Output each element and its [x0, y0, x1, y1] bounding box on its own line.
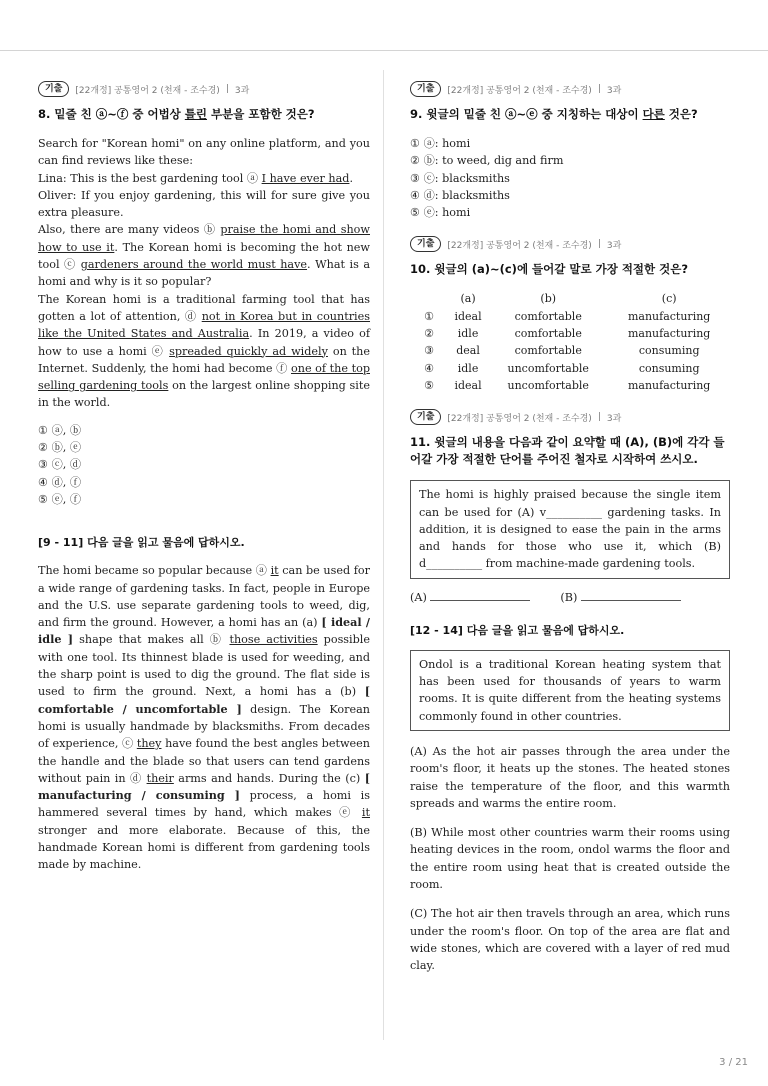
sep: | [597, 412, 601, 423]
passage-homi: The Korean homi is a traditional farming tool that has gotten a lot of attention, ⓓ not in Korea but in countries like the United States and Australia. In 2019, a video of how to use a homi ⓔ spreaded quickly ad widely on the Internet. Suddenly, the homi had become ⓕ one of the top selling gardening tools on the largest online shopping site in the world. [38, 292, 371, 410]
options-list [410, 135, 730, 221]
question-9 [410, 80, 730, 221]
passage-b: (B) While most other countries warm their rooms using heating devices in the room, ondol warms the floor and the entire room using heat that is created outside the room. [410, 826, 730, 892]
answer-a[interactable]: (A) [410, 589, 530, 604]
option-1[interactable]: ① ⓐ, ⓑ [38, 423, 82, 437]
lesson-label: 3과 [606, 413, 622, 424]
question-tag [410, 80, 730, 98]
source-label: [22개정] 공통영어 2 (천재 - 조수경) [447, 413, 592, 424]
question-11 [410, 408, 730, 603]
table-header [410, 290, 730, 307]
option-3[interactable]: ③ ⓒ: blacksmiths [410, 171, 510, 185]
sep: | [597, 84, 601, 94]
source-label: [22개정] 공통영어 2 (천재 - 조수경) [447, 240, 592, 251]
passage-videos: Also, there are many videos ⓑ praise the homi and show how to use it. The Korean homi is becoming the hot new tool ⓒ gardeners around the world must have. What is a homi and why is it so popular? [38, 223, 371, 289]
options-list [38, 422, 370, 508]
question-tag [410, 235, 730, 253]
badge-gichul: 기출 [410, 81, 441, 97]
question-title: 11. 윗글의 내용을 다음과 같이 요약할 때 (A), (B)에 각각 들어갈 가장 적절한 단어를 주어진 철자로 시작하여 쓰시오. [410, 435, 725, 467]
option-5[interactable]: ⑤ ⓔ, ⓕ [38, 492, 82, 506]
summary-box: The homi is highly praised because the single item can be used for (A) v__________ gardening tasks. In addition, it is designed to ease the pain in the arms and hands for those who use it, which (B) d__________ from machine-made gardening tools. [410, 480, 730, 578]
question-8 [38, 80, 370, 508]
question-title: 10. 윗글의 (a)~(c)에 들어갈 말로 가장 적절한 것은? [410, 262, 689, 277]
lesson-label: 3과 [606, 85, 622, 96]
badge-gichul: 기출 [38, 81, 69, 97]
question-tag [410, 408, 730, 426]
passage-oliver: Oliver: If you enjoy gardening, this will for sure give you extra pleasure. [38, 188, 370, 220]
header-b: (b) [540, 292, 557, 306]
column-divider [383, 70, 384, 1040]
sep: | [225, 84, 229, 94]
passage-a: (A) As the hot air passes through the area under the room's floor, it heats up the stones. The heated stones raise the temperature of the floor, and this warmth spreads and warms the entire room. [410, 744, 730, 810]
option-4[interactable]: ④ ⓓ, ⓕ [38, 475, 82, 489]
question-title: 8. 밑줄 친 ⓐ~ⓕ 중 어법상 틀린 부분을 포함한 것은? [38, 107, 315, 121]
question-10 [410, 235, 730, 394]
source-label: [22개정] 공통영어 2 (천재 - 조수경) [447, 85, 592, 96]
passage-c: (C) The hot air then travels through an area, which runs under the room's floor. On top of the area are flat and wide stones, which are covered with a layer of red mud clay. [410, 907, 730, 973]
option-3[interactable]: ③ ⓒ, ⓓ [38, 458, 82, 472]
header-c: (c) [661, 292, 677, 306]
left-column [38, 80, 370, 874]
badge-gichul: 기출 [410, 236, 441, 252]
option-5[interactable]: ⑤ ⓔ: homi [410, 206, 471, 220]
option-2[interactable]: ② ⓑ, ⓔ [38, 441, 82, 455]
page-number: 3 / 21 [719, 1057, 748, 1068]
table-row[interactable]: ⑤ ideal uncomfortable manufacturing [424, 378, 711, 392]
header-a: (a) [460, 292, 476, 306]
choices-table [410, 290, 730, 394]
lesson-label: 3과 [234, 85, 250, 96]
right-column [410, 80, 730, 975]
option-4[interactable]: ④ ⓓ: blacksmiths [410, 188, 510, 202]
table-row[interactable]: ④ idle uncomfortable consuming [424, 361, 700, 375]
header-rule [0, 50, 768, 51]
sep: | [597, 239, 601, 250]
question-tag [38, 80, 370, 98]
option-2[interactable]: ② ⓑ: to weed, dig and firm [410, 154, 564, 168]
table-row[interactable]: ③ deal comfortable consuming [424, 344, 700, 358]
source-label: [22개정] 공통영어 2 (천재 - 조수경) [75, 85, 220, 96]
option-1[interactable]: ① ⓐ: homi [410, 137, 471, 150]
set-12-14-heading: [12 - 14] 다음 글을 읽고 물음에 답하시오. [410, 623, 625, 637]
answer-blanks [410, 589, 730, 604]
passage-intro: Search for "Korean homi" on any online platform, and you can find reviews like these: [38, 137, 370, 168]
passage-9-11: The homi became so popular because ⓐ it can be used for a wide range of gardening tasks. In fact, people in Europe and the U.S. use separate gardening tools to weed, dig, and firm the ground. However, a homi has an (a) [ ideal / idle ] shape that makes all ⓑ those activities possible with one tool. Its thinnest blade is used for weeding, and the sharp point is used to dig the ground. The flat side is used to firm the ground. Next, a homi has a (b) [ comfortable / uncomfortable ] design. The Korean homi is usually handmade by blacksmiths. From decades of experience, ⓒ they have found the best angles between the handle and the blade so that users can tend gardens without pain in ⓓ their arms and hands. During the (c) [ manufacturing / consuming ] process, a homi is hammered several times by hand, which makes ⓔ it stronger and more elaborate. Because of this, the handmade Korean homi is different from gardening tools made by machine. [38, 564, 371, 872]
table-row[interactable]: ① ideal comfortable manufacturing [424, 309, 711, 323]
table-row[interactable]: ② idle comfortable manufacturing [424, 327, 711, 341]
question-title: 9. 윗글의 밑줄 친 ⓐ~ⓔ 중 지칭하는 대상이 다른 것은? [410, 107, 698, 121]
passage-lina: Lina: This is the best gardening tool ⓐ I have ever had. [38, 171, 354, 185]
answer-b[interactable]: (B) [560, 589, 681, 604]
set-9-11-heading: [9 - 11] 다음 글을 읽고 물음에 답하시오. [38, 536, 245, 550]
badge-gichul: 기출 [410, 409, 441, 425]
lesson-label: 3과 [606, 240, 622, 251]
ondol-box: Ondol is a traditional Korean heating system that has been used for thousands of years to warm rooms. It is quite different from the heating systems commonly found in other countries. [410, 650, 730, 731]
